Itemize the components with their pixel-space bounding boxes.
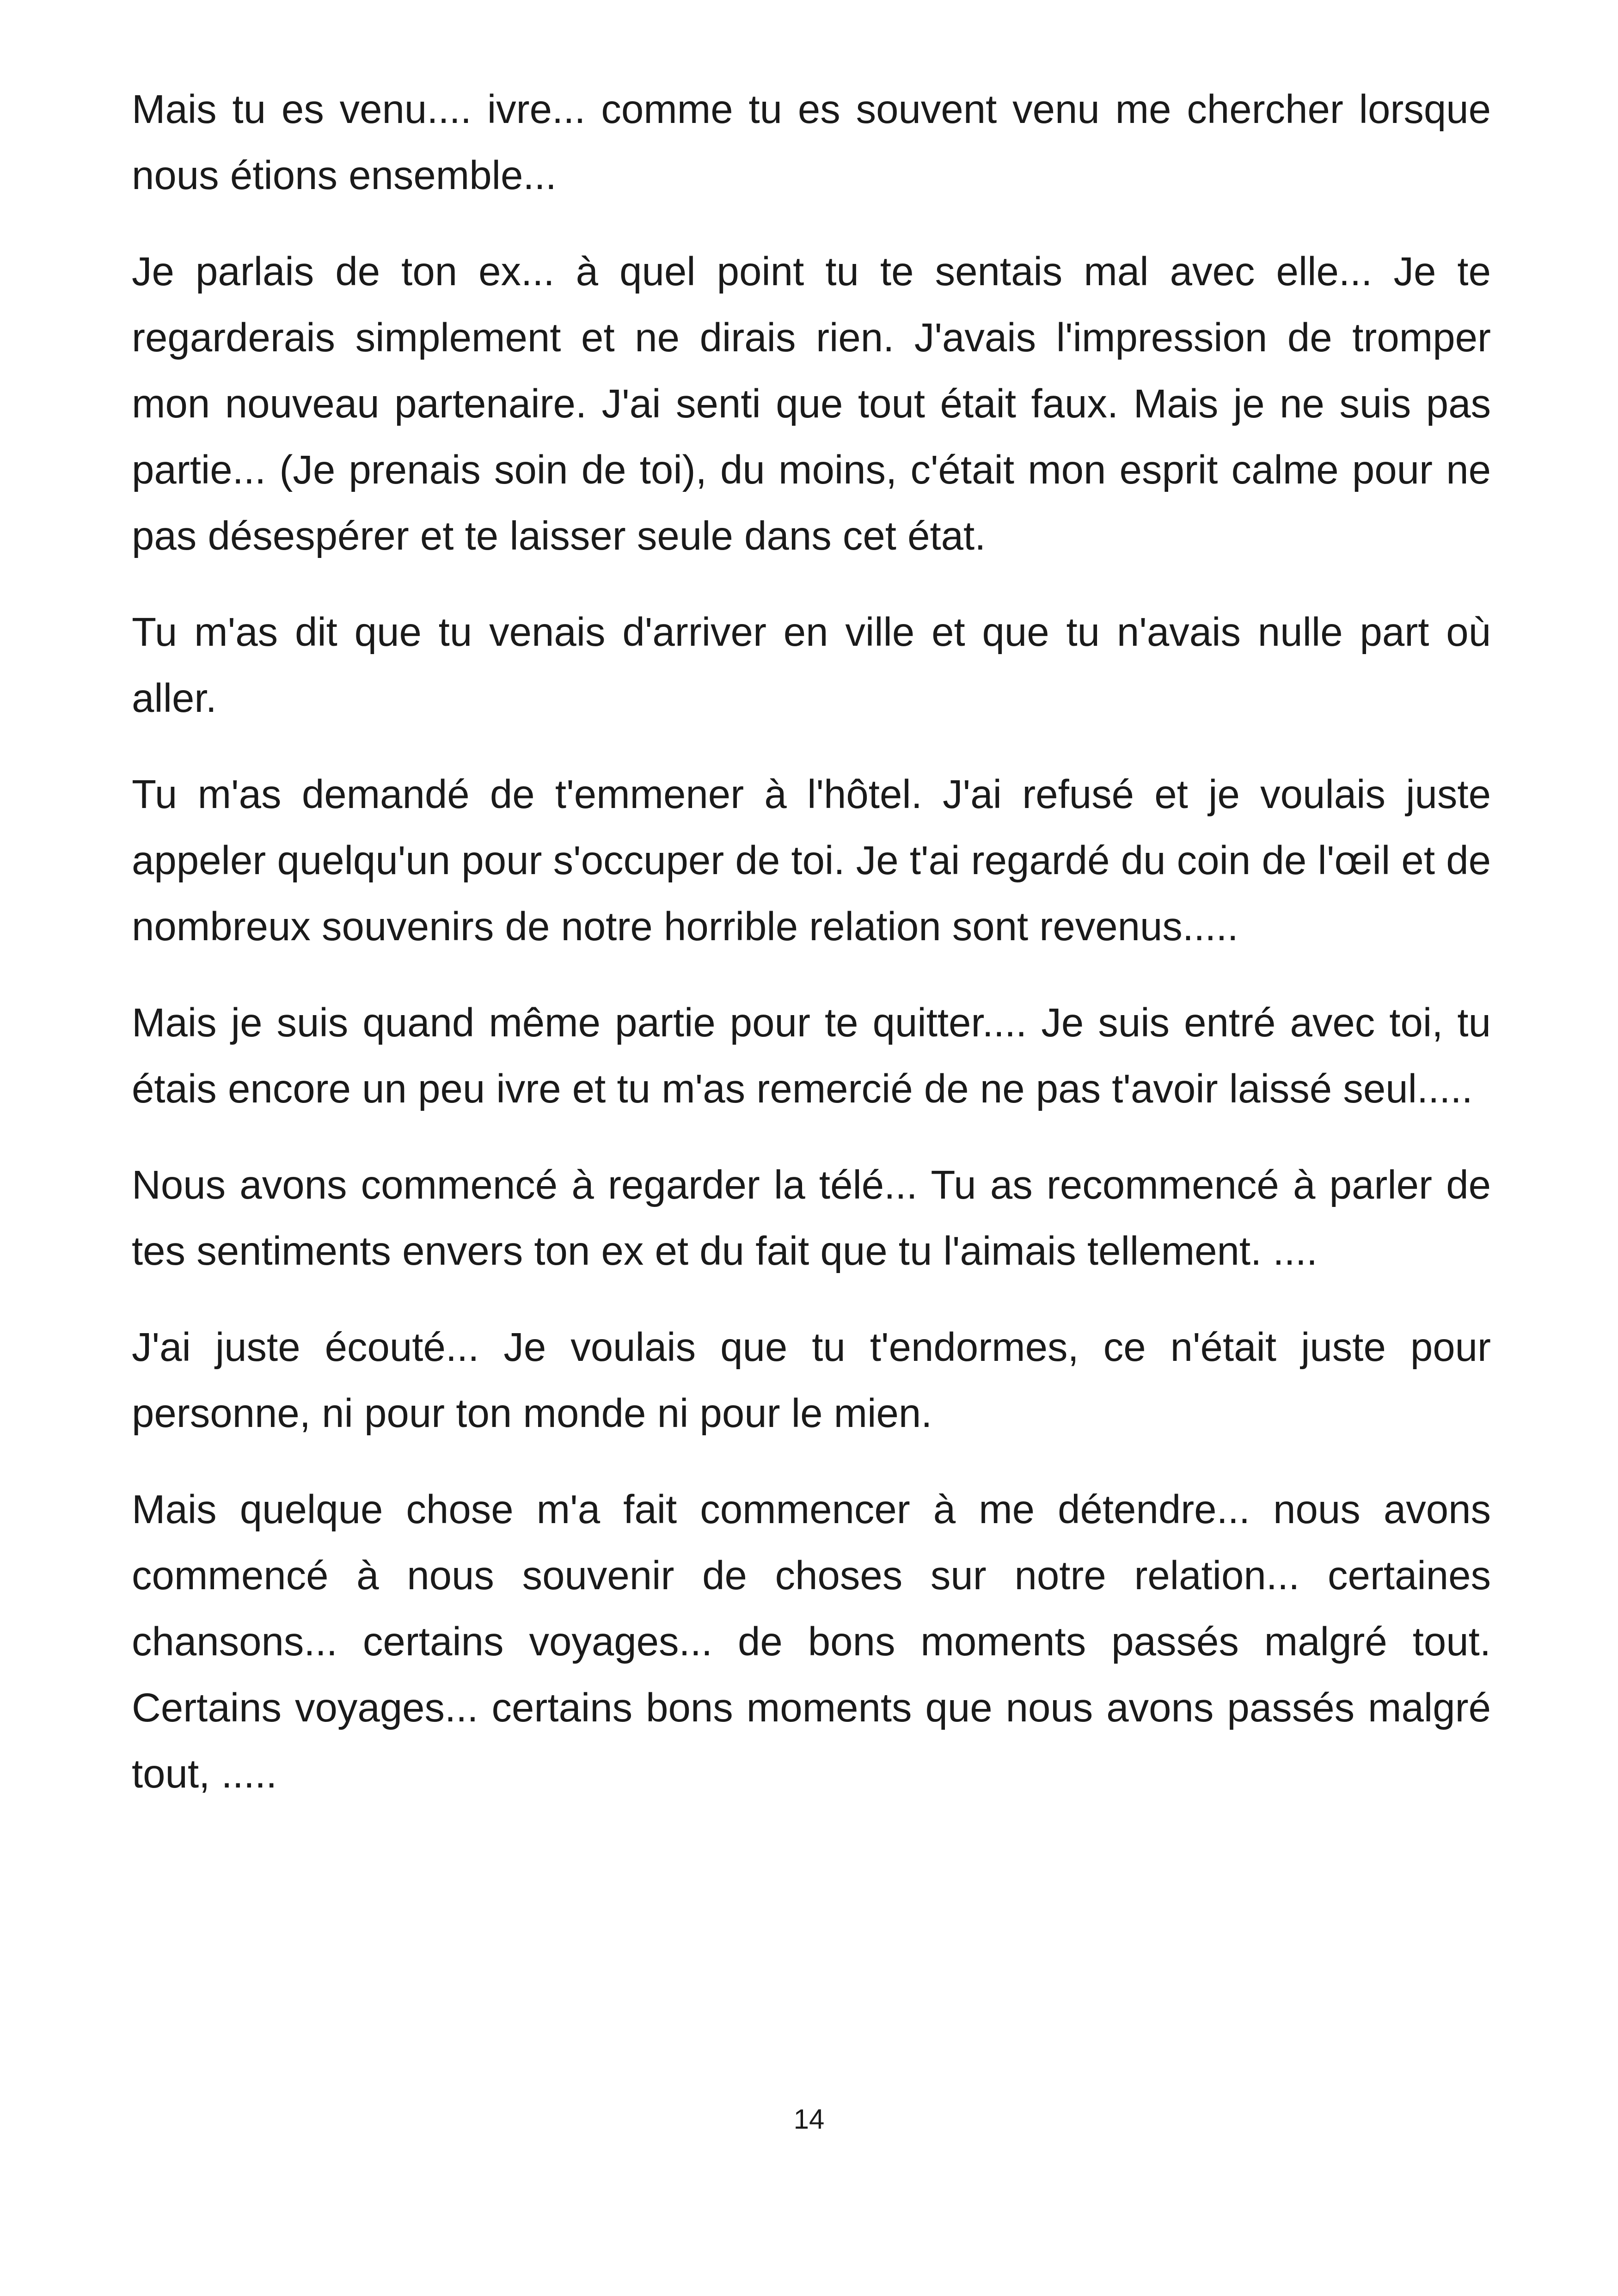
paragraph-5: Mais je suis quand même partie pour te quitter.... Je suis entré avec toi, tu étais encore un peu ivre et tu m'as remercié de ne pas t'avoir laissé seul..... [132,1000,1491,1111]
paragraph-8: Mais quelque chose m'a fait commencer à me détendre... nous avons commencé à nous souvenir de choses sur notre relation... certaines chansons... certains voyages... de bons moments passés malgré tout. Certains voyages... certains bons moments que nous avons passés malgré tout, ..... [132,1487,1491,1796]
paragraph-2: Je parlais de ton ex... à quel point tu te sentais mal avec elle... Je te regarderais simplement et ne dirais rien. J'avais l'impression de tromper mon nouveau partenaire. J'ai senti que tout était faux. Mais je ne suis pas partie... (Je prenais soin de toi), du moins, c'était mon esprit calme pour ne pas désespérer et te laisser seule dans cet état. [132,249,1491,558]
paragraph-4: Tu m'as demandé de t'emmener à l'hôtel. J'ai refusé et je voulais juste appeler quelqu'un pour s'occuper de toi. Je t'ai regardé du coin de l'œil et de nombreux souvenirs de notre horrible relation sont revenus..... [132,772,1491,949]
page-number: 14 [793,2104,825,2135]
body-text [132,76,1491,1837]
paragraph-6: Nous avons commencé à regarder la télé... Tu as recommencé à parler de tes sentiments envers ton ex et du fait que tu l'aimais tellement. .... [132,1163,1491,1274]
paragraph-7: J'ai juste écouté... Je voulais que tu t'endormes, ce n'était juste pour personne, ni pour ton monde ni pour le mien. [132,1325,1491,1436]
paragraph-3: Tu m'as dit que tu venais d'arriver en ville et que tu n'avais nulle part où aller. [132,610,1491,721]
paragraph-1: Mais tu es venu.... ivre... comme tu es souvent venu me chercher lorsque nous étions ensemble... [132,87,1491,198]
